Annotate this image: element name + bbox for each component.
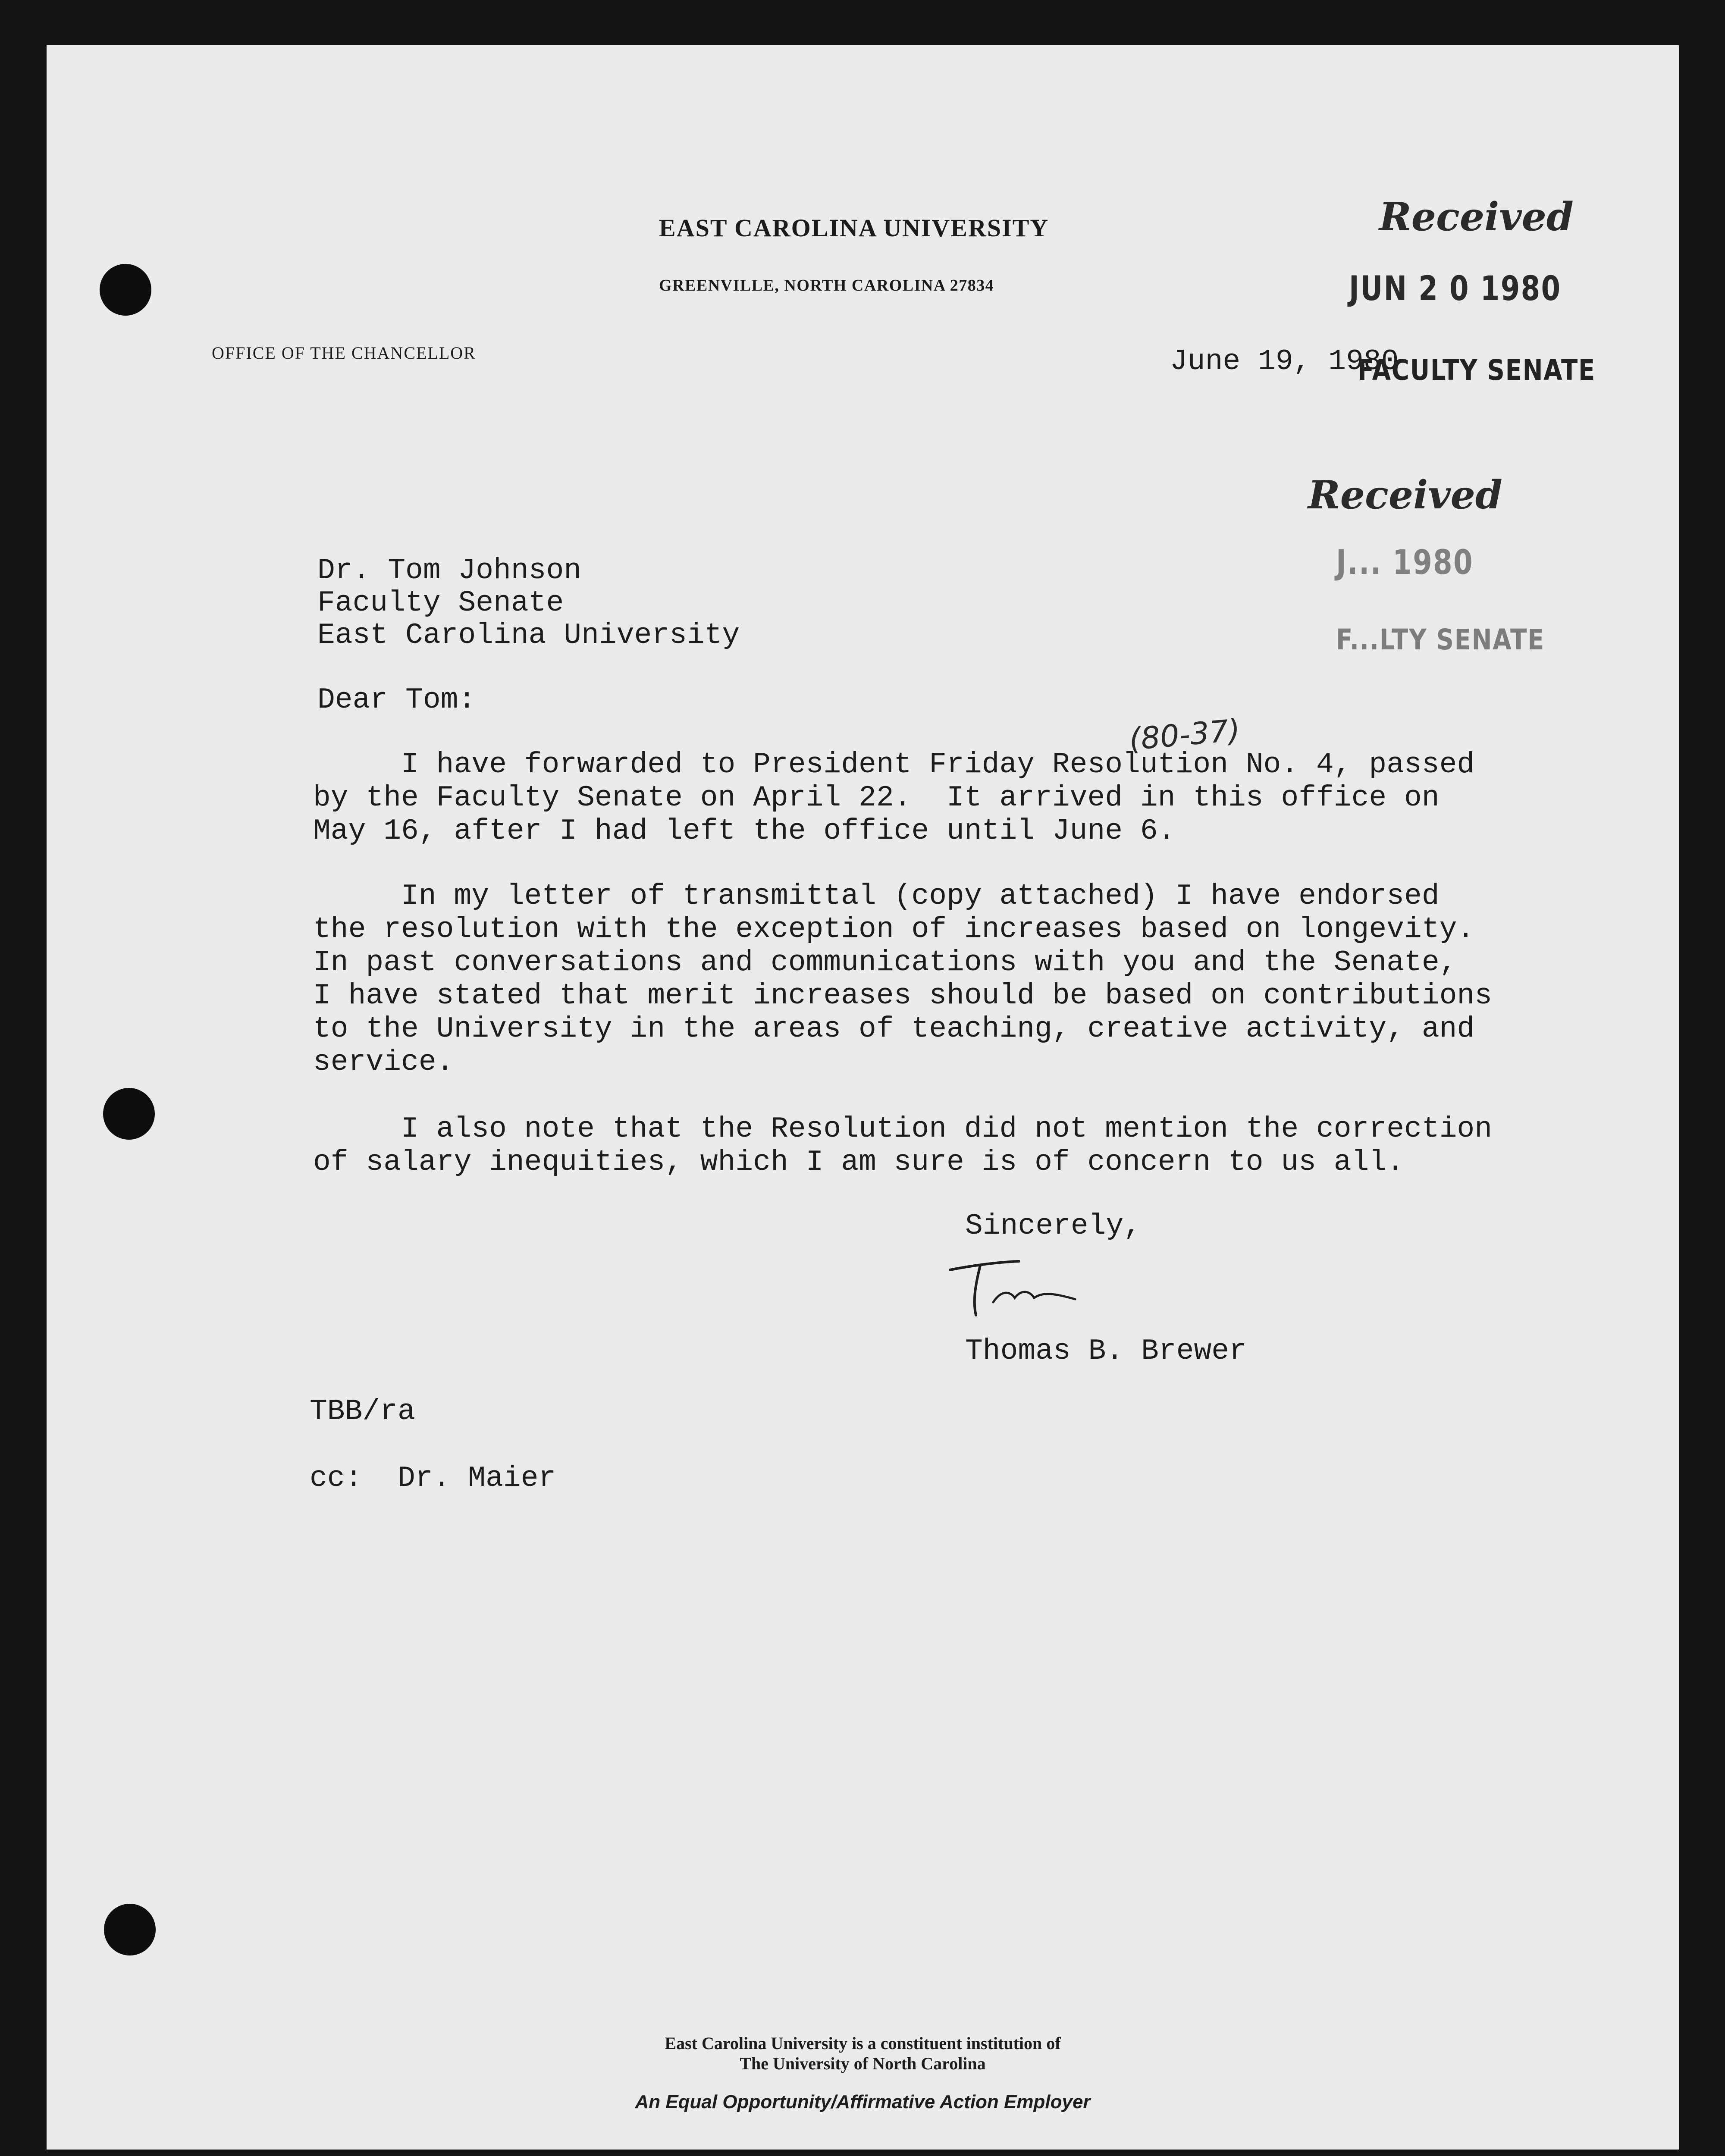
body-line: of salary inequities, which I am sure is of concern to us all.	[313, 1146, 1405, 1179]
body-line: I have forwarded to President Friday Resolution No. 4, passed	[313, 748, 1475, 781]
typist-initials: TBB/ra	[310, 1395, 415, 1428]
body-line: to the University in the areas of teaching, creative activity, and	[313, 1012, 1475, 1046]
letter-date: June 19, 1980	[1170, 345, 1399, 378]
punch-hole	[100, 264, 151, 316]
body-line: I also note that the Resolution did not mention the correction	[313, 1112, 1493, 1146]
letter-page	[47, 45, 1679, 2150]
received-stamp-department: FACULTY SENATE	[1358, 354, 1596, 387]
received-stamp-department: F...LTY SENATE	[1336, 623, 1545, 656]
footer-eeo-statement: An Equal Opportunity/Affirmative Action Employer	[635, 2091, 1091, 2112]
body-line: I have stated that merit increases should be based on contributions	[313, 979, 1493, 1012]
body-line: by the Faculty Senate on April 22. It arrived in this office on	[313, 781, 1440, 815]
institution-name: EAST CAROLINA UNIVERSITY	[659, 214, 1049, 242]
footer-institution: East Carolina University is a constituent institution of	[665, 2034, 1061, 2053]
body-line: May 16, after I had left the office until June 6.	[313, 815, 1176, 848]
received-stamp-label: Received	[1379, 194, 1574, 240]
recipient-organization: Faculty Senate	[317, 586, 564, 620]
body-line: In past conversations and communications with you and the Senate,	[313, 946, 1457, 979]
body-line: service.	[313, 1046, 454, 1079]
received-stamp-date: JUN 2 0 1980	[1349, 270, 1562, 308]
punch-hole	[104, 1904, 156, 1955]
salutation: Dear Tom:	[317, 683, 476, 717]
body-line: In my letter of transmittal (copy attached) I have endorsed	[313, 880, 1440, 913]
punch-hole	[103, 1088, 155, 1140]
recipient-name: Dr. Tom Johnson	[317, 554, 582, 587]
institution-address: GREENVILLE, NORTH CAROLINA 27834	[659, 276, 994, 295]
signer-name: Thomas B. Brewer	[965, 1335, 1247, 1368]
handwritten-signature	[946, 1253, 1088, 1326]
body-line: the resolution with the exception of increases based on longevity.	[313, 913, 1475, 946]
received-stamp-label: Received	[1308, 472, 1502, 518]
recipient-institution: East Carolina University	[317, 619, 740, 652]
received-stamp-date: J... 1980	[1336, 543, 1474, 582]
carbon-copy: cc: Dr. Maier	[310, 1462, 556, 1495]
closing: Sincerely,	[965, 1210, 1142, 1243]
office-name: OFFICE OF THE CHANCELLOR	[212, 343, 476, 363]
handwritten-resolution-number: (80-37)	[1127, 712, 1242, 758]
footer-system: The University of North Carolina	[740, 2054, 986, 2073]
